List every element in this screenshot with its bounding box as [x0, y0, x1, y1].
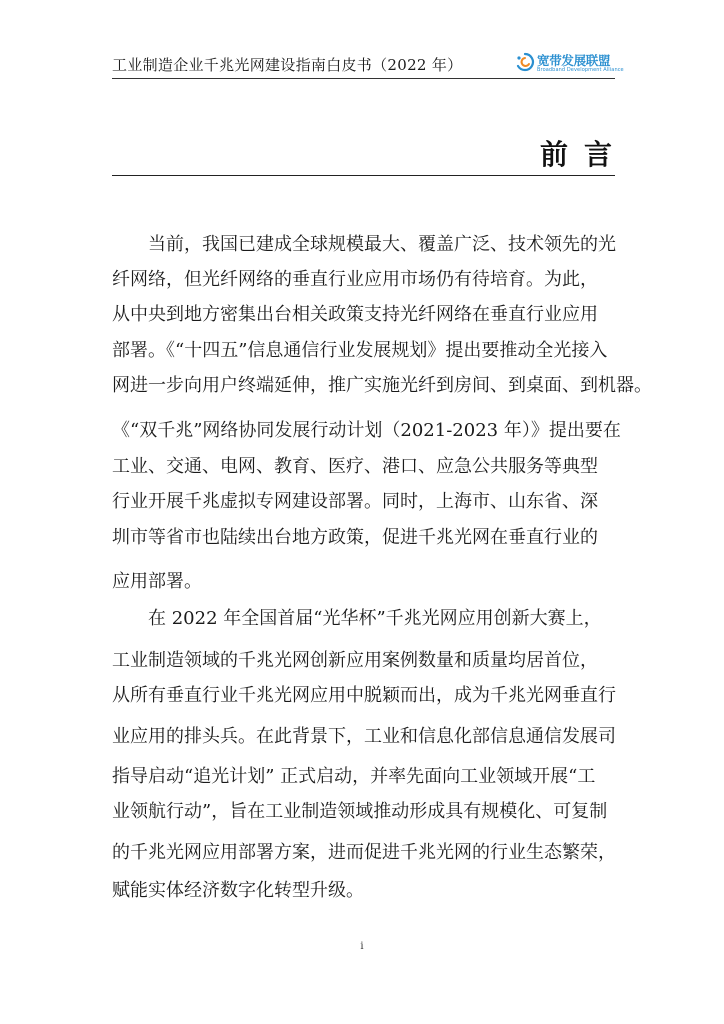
title-divider	[112, 175, 615, 176]
page-number: i	[360, 941, 364, 952]
page-title: 前言	[539, 138, 628, 171]
header-title: 工业制造企业千兆光网建设指南白皮书（2022 年）	[112, 56, 463, 74]
text-line: 纤网络，但光纤网络的垂直行业应用市场仍有待培育。为此，	[112, 269, 598, 290]
text-line: 工业制造领域的千兆光网创新应用案例数量和质量均居首位，	[112, 650, 598, 671]
logo-subtitle: Broadband Development Alliance	[537, 67, 624, 73]
text-line: 圳市等省市也陆续出台地方政策，促进千兆光网在垂直行业的	[112, 527, 598, 548]
text-line: 从中央到地方密集出台相关政策支持光纤网络在垂直行业应用	[112, 304, 598, 325]
text-line: 应用部署。	[112, 571, 202, 592]
text-line: 部署。《“十四五”信息通信行业发展规划》提出要推动全光接入	[112, 340, 608, 361]
text-line: 业领航行动”，旨在工业制造领域推动形成具有规模化、可复制	[112, 801, 608, 822]
alliance-logo	[515, 50, 624, 76]
text-line: 网进一步向用户终端延伸，推广实施光纤到房间、到桌面、到机器。	[112, 375, 652, 396]
logo-name: 宽带发展联盟	[537, 53, 611, 68]
text-line: 行业开展千兆虚拟专网建设部署。同时，上海市、山东省、深	[112, 491, 598, 512]
page-header	[112, 50, 624, 79]
text-line: 工业、交通、电网、教育、医疗、港口、应急公共服务等典型	[112, 456, 598, 477]
text-line: 的千兆光网应用部署方案，进而促进千兆光网的行业生态繁荣，	[112, 842, 616, 863]
text-line: 赋能实体经济数字化转型升级。	[112, 880, 364, 901]
text-line: 在 2022 年全国首届“光华杯”千兆光网应用创新大赛上，	[112, 608, 602, 629]
text-line: 当前，我国已建成全球规模最大、覆盖广泛、技术领先的光	[112, 234, 616, 255]
text-line: 《“双千兆”网络协同发展行动计划（2021-2023 年）》提出要在	[112, 420, 621, 441]
text-line: 业应用的排头兵。在此背景下，工业和信息化部信息通信发展司	[112, 726, 616, 747]
text-line: 指导启动“追光计划” 正式启动，并率先面向工业领域开展“工	[112, 766, 596, 787]
alliance-logo-icon	[515, 52, 535, 72]
text-line: 从所有垂直行业千兆光网应用中脱颖而出，成为千兆光网垂直行	[112, 685, 616, 706]
